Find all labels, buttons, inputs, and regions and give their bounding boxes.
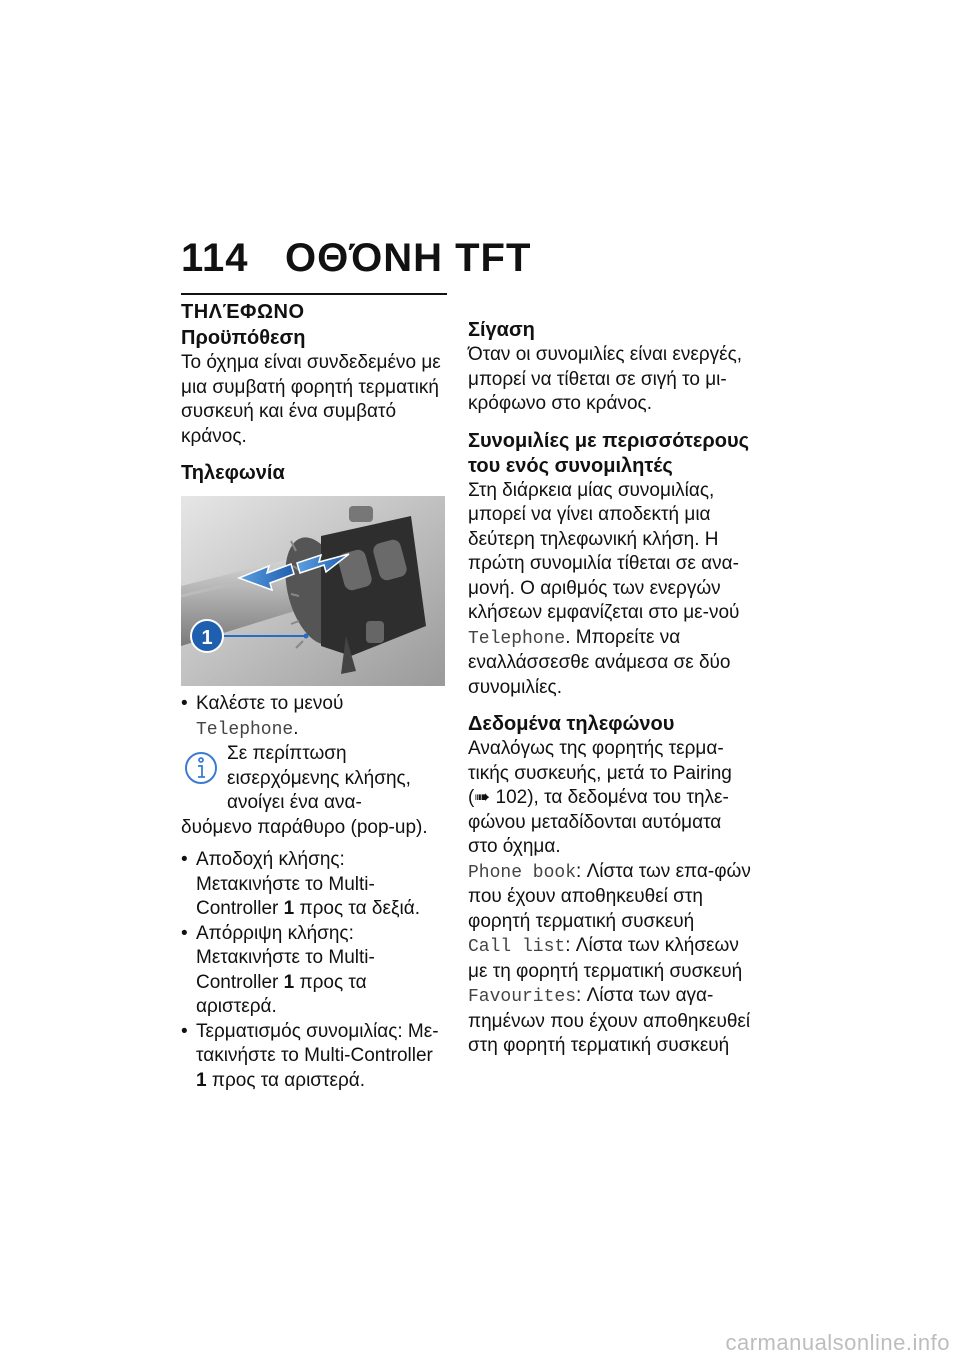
mute-heading: Σίγαση bbox=[468, 319, 535, 341]
prereq-heading: Προϋπόθεση bbox=[181, 327, 306, 349]
list-item: Call list: Λίστα των κλήσεων με τη φορητή τερματική συσκευή bbox=[468, 935, 743, 982]
list-item: • Αποδοχή κλήσης: Μετακινήστε το Multi-Controller 1 προς τα δεξιά. bbox=[181, 849, 420, 919]
prereq-text: Το όχημα είναι συνδεδεμένο με μια συμβατή φορητή τερματική συσκευή και ένα συμβατό κράνος. bbox=[181, 352, 441, 447]
chapter-title: ΟΘΌΝΗ TFT bbox=[285, 236, 532, 280]
handlebar-controller-photo bbox=[181, 496, 445, 686]
figure-callout-label: 1 bbox=[201, 627, 213, 649]
section-rule bbox=[181, 293, 447, 295]
list-item: • Καλέστε το μενού Telephone. bbox=[181, 693, 344, 740]
left-column bbox=[181, 293, 447, 1093]
multi-call-heading: Συνομιλίες με περισσότερους του ενός συνομιλητές bbox=[468, 429, 749, 477]
list-item: Phone book: Λίστα των επα-φών που έχουν αποθηκευθεί στη φορητή τερματική συσκευή bbox=[468, 860, 751, 932]
telephony-heading: Τηλεφωνία bbox=[181, 462, 285, 484]
section-title: ΤΗΛΈΦΩΝΟ bbox=[181, 301, 305, 323]
page-number: 114 bbox=[181, 236, 249, 280]
info-icon bbox=[183, 750, 219, 786]
mute-text: Όταν οι συνομιλίες είναι ενεργές, μπορεί να τίθεται σε σιγή το μι-κρόφωνο στο κράνος. bbox=[468, 344, 743, 414]
list-item: • Τερματισμός συνομιλίας: Με-τακινήστε το Multi-Controller 1 προς τα αριστερά. bbox=[181, 1020, 439, 1091]
right-column bbox=[468, 318, 754, 1059]
list-item: • Απόρριψη κλήσης: Μετακινήστε το Multi-Controller 1 προς τα αριστερά. bbox=[181, 922, 375, 1017]
handlebar-controller-illustration bbox=[181, 496, 445, 686]
phone-data-heading: Δεδομένα τηλεφώνου bbox=[468, 713, 675, 735]
multi-call-text: Στη διάρκεια μίας συνομιλίας, μπορεί να γίνει αποδεκτή μια δεύτερη τηλεφωνική κλήση. Η πρώτη συνομιλία τίθεται σε ανα-μονή. Ο αριθμός των ενεργών κλήσεων εμφανίζεται στο με-νού Telephone. Μπορείτε να εναλλάσσεσθε ανάμεσα σε δύο συνομιλίες. bbox=[468, 479, 740, 698]
page-ref-arrow-icon: ➠ bbox=[474, 787, 491, 808]
info-note: Σε περίπτωση εισερχόμενης κλήσης, ανοίγει ένα ανα- δυόμενο παράθυρο (pop-up). bbox=[181, 743, 428, 838]
phone-data-text: Αναλόγως της φορητής τερμα-τικής συσκευής, μετά το Pairing (➠ 102), τα δεδομένα του τηλε-φώνου μεταδίδονται αυτόματα στο όχημα. bbox=[468, 738, 732, 857]
watermark: carmanualsonline.info bbox=[725, 1330, 950, 1355]
list-item: Favourites: Λίστα των αγα-πημένων που έχουν αποθηκευθεί στη φορητή τερματική συσκευή bbox=[468, 985, 751, 1056]
page-header bbox=[181, 236, 531, 281]
